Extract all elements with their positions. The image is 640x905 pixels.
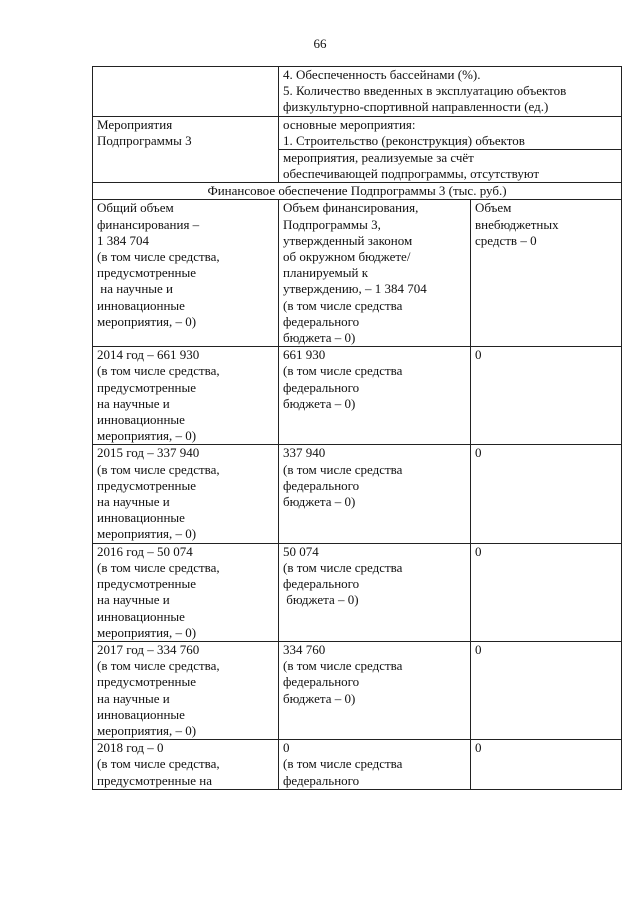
cell-line: финансирования – xyxy=(97,216,200,232)
cell-line: предусмотренные xyxy=(97,576,197,592)
year-row xyxy=(93,544,621,642)
cell-line: 0 xyxy=(475,347,482,363)
cell-line: бюджета – 0) xyxy=(283,395,356,411)
cell-line: бюджета – 0) xyxy=(283,330,356,346)
year-extrabudget-cell xyxy=(471,445,621,542)
cell-line: федерального xyxy=(283,477,360,493)
year-extrabudget-cell xyxy=(471,642,621,739)
budget-cell xyxy=(279,200,471,346)
main-measures-block xyxy=(279,117,621,150)
cell-line: мероприятия, – 0) xyxy=(97,428,197,444)
cell-line: на научные и xyxy=(97,281,174,297)
year-budget-cell xyxy=(279,347,471,444)
cell-line: Общий объем xyxy=(97,200,174,216)
cell-line: (в том числе средства, xyxy=(97,756,220,772)
finance-header-row xyxy=(93,183,621,200)
finance-header: Финансовое обеспечение Подпрограммы 3 (тыс. руб.) xyxy=(207,183,507,199)
cell-line: 2017 год – 334 760 xyxy=(97,641,200,657)
cell-line: мероприятия, – 0) xyxy=(97,624,197,640)
cell-line: Объем xyxy=(475,200,512,216)
cell-line: федерального xyxy=(283,313,360,329)
cell-line: предусмотренные на xyxy=(97,772,213,788)
cell-line: Объем финансирования, xyxy=(283,200,419,216)
cell-line: 1 384 704 xyxy=(97,232,149,248)
indicator-line: 5. Количество введенных в эксплуатацию объектов xyxy=(283,83,567,99)
cell-line: 50 074 xyxy=(283,543,319,559)
cell-line: (в том числе средства xyxy=(283,658,403,674)
indicators-left-cell xyxy=(93,67,279,116)
cell-line: 337 940 xyxy=(283,445,326,461)
cell-line: (в том числе средства, xyxy=(97,363,220,379)
indicator-line: 4. Обеспеченность бассейнами (%). xyxy=(283,67,481,82)
extrabudget-cell xyxy=(471,200,621,346)
measures-line: мероприятия, реализуемые за счёт xyxy=(283,150,474,166)
cell-line: на научные и xyxy=(97,690,170,706)
indicators-row xyxy=(93,67,621,117)
cell-line: (в том числе средства xyxy=(283,756,403,772)
cell-line: (в том числе средства, xyxy=(97,461,220,477)
year-total-cell xyxy=(93,347,279,444)
cell-line: бюджета – 0) xyxy=(283,592,359,608)
year-budget-cell xyxy=(279,544,471,641)
cell-line: (в том числе средства, xyxy=(97,559,220,575)
year-total-cell xyxy=(93,740,279,789)
cell-line: на научные и xyxy=(97,592,170,608)
indicators-right-cell xyxy=(279,67,621,116)
measures-line: 1. Строительство (реконструкция) объектов xyxy=(283,132,525,148)
year-row xyxy=(93,642,621,740)
cell-line: (в том числе средства xyxy=(283,559,403,575)
cell-line: мероприятия, – 0) xyxy=(97,313,197,329)
measures-label-cell xyxy=(93,117,279,183)
cell-line: предусмотренные xyxy=(97,265,197,281)
year-extrabudget-cell xyxy=(471,544,621,641)
year-row xyxy=(93,347,621,445)
cell-line: федерального xyxy=(283,674,360,690)
cell-line: утверждению, – 1 384 704 xyxy=(283,281,427,297)
cell-line: предусмотренные xyxy=(97,379,197,395)
year-total-cell xyxy=(93,544,279,641)
cell-line: мероприятия, – 0) xyxy=(97,526,197,542)
year-total-cell xyxy=(93,642,279,739)
finance-summary-row xyxy=(93,200,621,347)
cell-line: инновационные xyxy=(97,412,185,428)
year-total-cell xyxy=(93,445,279,542)
year-budget-cell xyxy=(279,740,471,789)
cell-line: утвержденный законом xyxy=(283,232,413,248)
cell-line: 2015 год – 337 940 xyxy=(97,445,200,461)
year-budget-cell xyxy=(279,445,471,542)
measures-line: основные мероприятия: xyxy=(283,116,416,132)
cell-line: внебюджетных xyxy=(475,216,559,232)
cell-line: 0 xyxy=(475,445,482,461)
measures-content-cell xyxy=(279,117,621,183)
cell-line: (в том числе средства xyxy=(283,363,403,379)
cell-line: бюджета – 0) xyxy=(283,690,356,706)
page-number: 66 xyxy=(313,36,327,51)
measures-row xyxy=(93,117,621,184)
year-row xyxy=(93,740,621,789)
cell-line: (в том числе средства xyxy=(283,461,403,477)
year-extrabudget-cell xyxy=(471,347,621,444)
cell-line: (в том числе средства xyxy=(283,297,403,313)
cell-line: 661 930 xyxy=(283,347,326,363)
cell-line: инновационные xyxy=(97,510,185,526)
cell-line: Подпрограммы 3, xyxy=(283,216,381,232)
cell-line: (в том числе средства, xyxy=(97,658,220,674)
cell-line: 2016 год – 50 074 xyxy=(97,543,193,559)
cell-line: федерального xyxy=(283,379,360,395)
year-extrabudget-cell xyxy=(471,740,621,789)
cell-line: 0 xyxy=(475,543,482,559)
cell-line: мероприятия, – 0) xyxy=(97,722,197,738)
passport-table xyxy=(92,66,622,790)
cell-line: предусмотренные xyxy=(97,477,197,493)
cell-line: предусмотренные xyxy=(97,674,197,690)
year-row xyxy=(93,445,621,543)
cell-line: бюджета – 0) xyxy=(283,494,356,510)
cell-line: на научные и xyxy=(97,494,170,510)
cell-line: 0 xyxy=(475,740,482,756)
total-cell xyxy=(93,200,279,346)
cell-line: на научные и xyxy=(97,395,170,411)
cell-line: инновационные xyxy=(97,297,185,313)
measures-label-line: Мероприятия xyxy=(97,116,173,132)
cell-line: федерального xyxy=(283,576,360,592)
cell-line: 0 xyxy=(475,641,482,657)
cell-line: 2018 год – 0 xyxy=(97,740,164,756)
cell-line: 0 xyxy=(283,740,290,756)
measures-label-line: Подпрограммы 3 xyxy=(97,132,192,148)
cell-line: федерального xyxy=(283,772,360,788)
cell-line: инновационные xyxy=(97,706,185,722)
cell-line: об окружном бюджете/ xyxy=(283,249,411,265)
cell-line: планируемый к xyxy=(283,265,369,281)
cell-line: средств – 0 xyxy=(475,232,537,248)
cell-line: 334 760 xyxy=(283,641,326,657)
year-budget-cell xyxy=(279,642,471,739)
cell-line: 2014 год – 661 930 xyxy=(97,347,200,363)
measures-line: обеспечивающей подпрограммы, отсутствуют xyxy=(283,166,540,182)
cell-line: инновационные xyxy=(97,608,185,624)
indicator-line: физкультурно-спортивной направленности (ед.) xyxy=(283,99,549,115)
cell-line: (в том числе средства, xyxy=(97,249,220,265)
